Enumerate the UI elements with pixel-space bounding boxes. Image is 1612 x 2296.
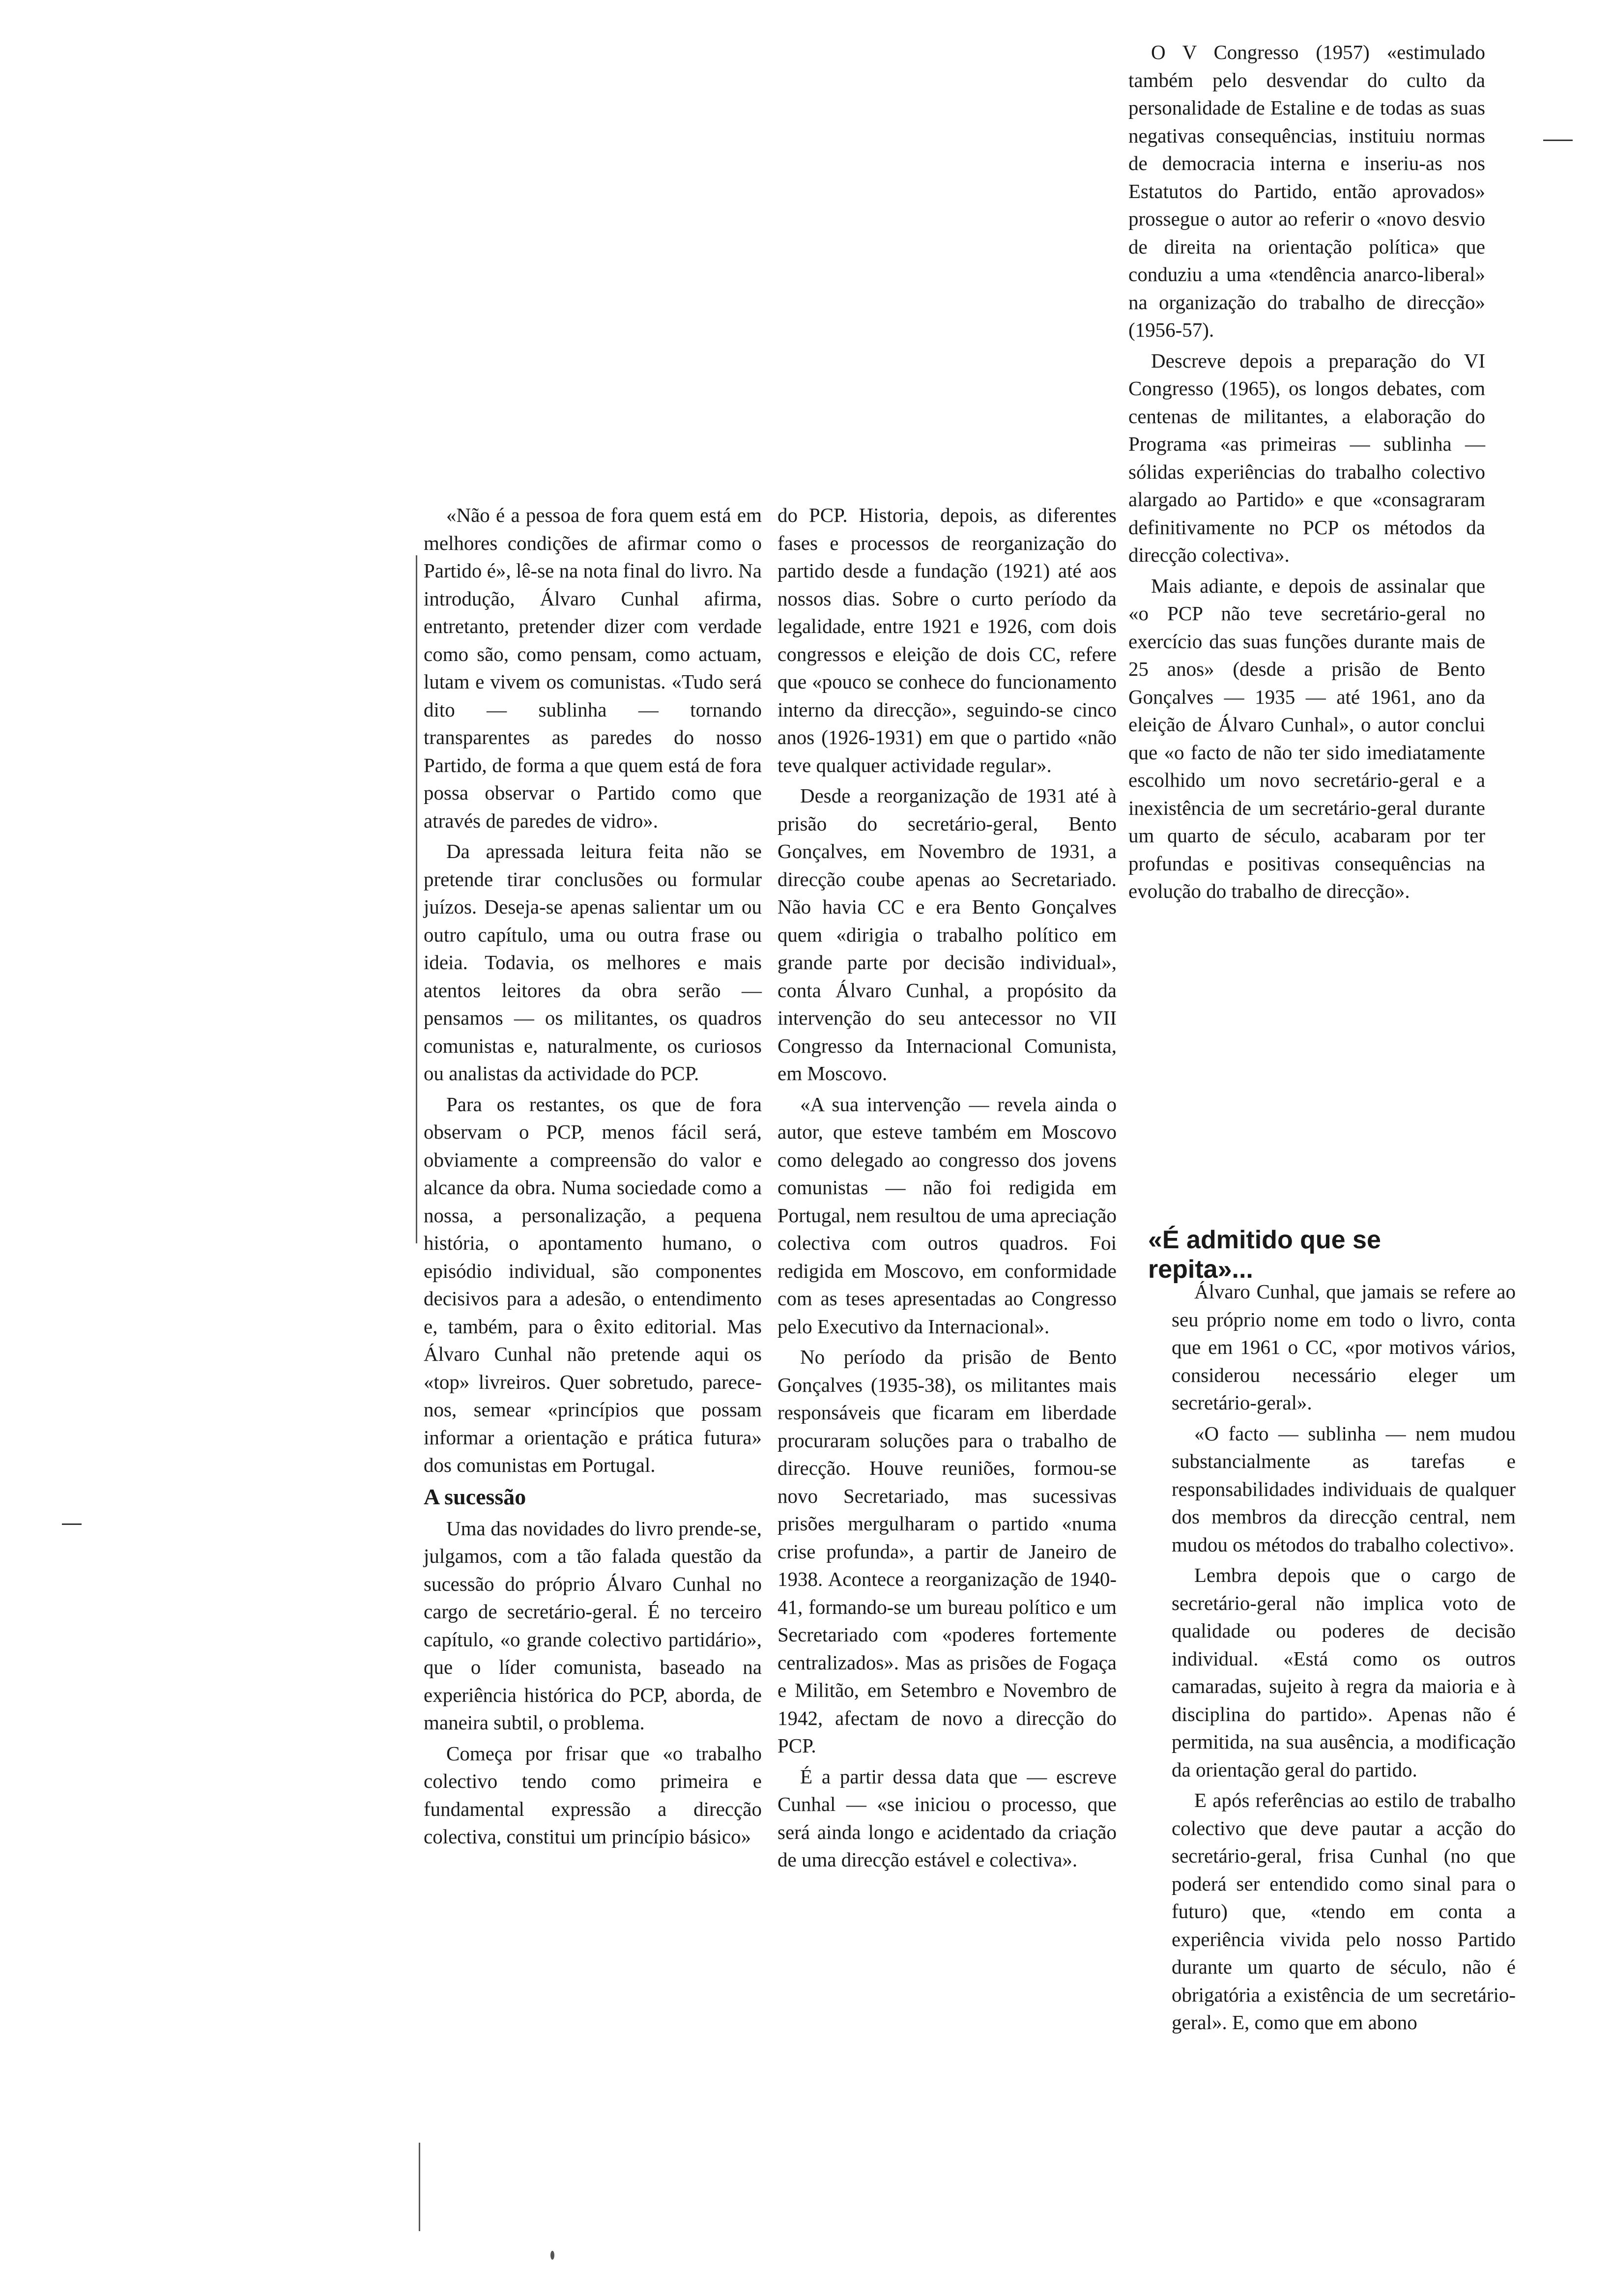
scan-speck (550, 2251, 554, 2260)
col1-paragraph: Uma das novidades do livro prende-se, julgamos, com a tão falada questão da sucessão do próprio Álvaro Cunhal no cargo de secretário-geral. É no terceiro capítulo, «o grande colectivo partidário», que o líder comunista, baseado na experiência histórica do PCP, aborda, de maneira subtil, o problema. (424, 1517, 762, 1734)
col2-paragraph: Desde a reorganização de 1931 até à prisão do secretário-geral, Bento Gonçalves, em Novembro de 1931, a direcção coube apenas ao Secretariado. Não havia CC e era Bento Gonçalves quem «dirigia o trabalho político em grande parte por decisão individual», conta Álvaro Cunhal, a propósito da intervenção do seu antecessor no VII Congresso da Internacional Comunista, em Moscovo. (777, 784, 1117, 1085)
col2-paragraph: «A sua intervenção — revela ainda o autor, que esteve também em Moscovo como delegado ao congresso dos jovens comunistas — não foi redigida em Portugal, nem resultou de uma apreciação colectiva com outros quadros. Foi redigida em Moscovo, em conformidade com as teses apresentadas ao Congresso pelo Executivo da Internacional». (777, 1092, 1117, 1338)
col3b-paragraph: Álvaro Cunhal, que jamais se refere ao seu próprio nome em todo o livro, conta que em 1961 o CC, «por motivos vários, considerou necessário eleger um secretário-geral». (1172, 1280, 1516, 1414)
col1-paragraph: Da apressada leitura feita não se pretende tirar conclusões ou formular juízos. Deseja-se apenas salientar um ou outro capítulo, uma ou outra frase ou ideia. Todavia, os melhores e mais atentos leitores da obra serão — pensamos — os militantes, os quadros comunistas e, naturalmente, os curiosos ou analistas da actividade do PCP. (424, 840, 762, 1085)
column-3-bottom (1172, 1278, 1516, 2037)
col3-paragraph: O V Congresso (1957) «estimulado também pelo desvendar do culto da personalidade de Estaline e de todas as suas negativas consequências, instituiu normas de democracia interna e inseriu-as nos Estatutos do Partido, então aprovados» prossegue o autor ao referir o «novo desvio de direita na orientação política» que conduziu a uma «tendência anarco-liberal» na organização do trabalho de direcção» (1956-57). (1128, 41, 1485, 341)
col2-paragraph: É a partir dessa data que — escreve Cunhal — «se iniciou o processo, que será ainda longo e acidentado da criação de uma direcção estável e colectiva». (777, 1765, 1117, 1871)
col3b-paragraph: Lembra depois que o cargo de secretário-geral não implica voto de qualidade ou poderes de decisão individual. «Está como os outros camaradas, sujeito à regra da maioria e à disciplina do partido». Apenas não é permitida, na sua ausência, a modificação da orientação geral do partido. (1172, 1564, 1516, 1781)
column-rule-left-bottom (419, 2143, 420, 2231)
subhead-a-sucessao: A sucessão (424, 1484, 526, 1509)
column-2 (777, 501, 1117, 1874)
col2-paragraph: do PCP. Historia, depois, as diferentes fases e processos de reorganização do partido desde a fundação (1921) até aos nossos dias. Sobre o curto período da legalidade, entre 1921 e 1926, com dois congressos e eleição de dois CC, refere que «pouco se conhece do funcionamento interno da direcção», seguindo-se cinco anos (1926-1931) em que o partido «não teve qualquer actividade regular». (777, 504, 1117, 776)
column-1 (424, 501, 762, 1851)
scan-mark-left (62, 1523, 82, 1525)
column-3-top (1128, 38, 1485, 905)
subhead-e-admitido: «É admitido que se repita»... (1148, 1226, 1381, 1284)
scan-mark-right (1543, 140, 1573, 141)
col3b-paragraph: E após referências ao estilo de trabalho colectivo que deve pautar a acção do secretário-geral, frisa Cunhal (no que poderá ser entendido como sinal para o futuro) que, «tendo em conta a experiência vivida pelo nosso Partido durante um quarto de século, não é obrigatória a existência de um secretário-geral». E, como que em abono (1172, 1789, 1516, 2034)
col1-paragraph: Começa por frisar que «o trabalho colectivo tendo como primeira e fundamental expressão a direcção colectiva, constitui um princípio básico» (424, 1742, 762, 1848)
col1-paragraph: «Não é a pessoa de fora quem está em melhores condições de afirmar como o Partido é», lê-se na nota final do livro. Na introdução, Álvaro Cunhal afirma, entretanto, pretender dizer com verdade como são, como pensam, como actuam, lutam e vivem os comunistas. «Tudo será dito — sublinha — tornando transparentes as paredes do nosso Partido, de forma a que quem está de fora possa observar o Partido como que através de paredes de vidro». (424, 504, 762, 832)
col3-paragraph: Descreve depois a preparação do VI Congresso (1965), os longos debates, com centenas de militantes, a elaboração do Programa «as primeiras — sublinha — sólidas experiências do trabalho colectivo alargado ao Partido» e que «consagraram definitivamente no PCP os métodos da direcção colectiva». (1128, 349, 1485, 566)
col3b-paragraph: «O facto — sublinha — nem mudou substancialmente as tarefas e responsabilidades individuais de qualquer dos membros da direcção central, nem mudou os métodos do trabalho colectivo». (1172, 1422, 1516, 1556)
col1-paragraph: Para os restantes, os que de fora observam o PCP, menos fácil será, obviamente a compreensão do valor e alcance da obra. Numa sociedade como a nossa, a personalização, a pequena história, o apontamento humano, o episódio individual, são componentes decisivos para a adesão, o entendimento e, também, para o êxito editorial. Mas Álvaro Cunhal não pretende aqui os «top» livreiros. Quer sobretudo, parece-nos, semear «princípios que possam informar a orientação e prática futura» dos comunistas em Portugal. (424, 1092, 762, 1476)
col3-paragraph: Mais adiante, e depois de assinalar que «o PCP não teve secretário-geral no exercício das suas funções durante mais de 25 anos» (desde a prisão de Bento Gonçalves — 1935 — até 1961, ano da eleição de Álvaro Cunhal», o autor conclui que «o facto de não ter sido imediatamente escolhido um novo secretário-geral e a inexistência de um secretário-geral durante um quarto de século, acabaram por ter profundas e positivas consequências na evolução do trabalho de direcção». (1128, 574, 1485, 902)
col2-paragraph: No período da prisão de Bento Gonçalves (1935-38), os militantes mais responsáveis que ficaram em liberdade procuraram soluções para o trabalho de direcção. Houve reuniões, formou-se novo Secretariado, mas sucessivas prisões mergulharam o partido «numa crise profunda», a partir de Janeiro de 1938. Acontece a reorganização de 1940-41, formando-se um bureau político e um Secretariado com «poderes fortemente centralizados». Mas as prisões de Fogaça e Militão, em Setembro e Novembro de 1942, afectam de novo a direcção do PCP. (777, 1346, 1117, 1757)
column-rule-left (416, 555, 417, 1243)
